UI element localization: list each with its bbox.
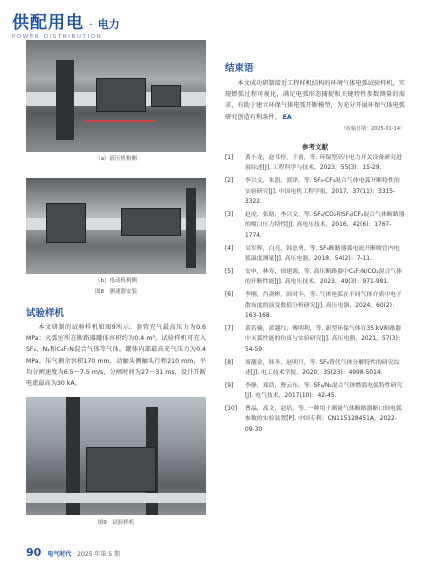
reference-item bbox=[225, 404, 405, 436]
test-prototype-photo bbox=[26, 397, 206, 515]
journal-brand-english: POWER DISTRIBUTION bbox=[12, 34, 103, 40]
page-footer bbox=[26, 546, 120, 559]
end-mark: EA bbox=[282, 113, 292, 121]
journal-header bbox=[12, 8, 120, 40]
reference-item bbox=[225, 244, 405, 265]
conclusion-text: 本文成功研制接近工程样机结构的环境气体电弧试验样机，实现燃弧过程可视化，满足电弧形态捕捉和关键特性参数测量的需求，有助于建立环保气体电弧开断模型，为充分开展环保气体电弧研究创造有利条件。 bbox=[225, 80, 405, 121]
reference-number: [2] bbox=[225, 178, 234, 184]
reference-item bbox=[225, 267, 405, 288]
reference-text: 李刚，肖剑彬，阎对丰，等. 气体电弧在不同气体介质中电子散布度的演变数值分析研究[J]. 高压电器，2024，60(2)：163-168. bbox=[245, 291, 402, 320]
left-column bbox=[26, 40, 206, 526]
reference-text: 曹晶，高文，赵培，等. 一种用于测量气体断路器断口间电弧参数的实验装置[P]. 中国专利：CN115128451A，2022-09-30 bbox=[245, 405, 402, 434]
reference-text: 吴军辉，白亮，韩忠勇，等. SF₆断路器弧电流开断喷管内电弧温度测量[J]. 高压电器，2018，54(2)：7-11. bbox=[245, 245, 400, 263]
reference-item bbox=[225, 290, 405, 322]
reference-item bbox=[225, 324, 405, 356]
reference-text: 赵虎，张晗，李兴文，等. SF₆/CO₂和SF₆/CF₄混合气体断路器的喷口压力特性[J]. 高电压技术，2016，42(6)：1767-1774. bbox=[245, 211, 405, 239]
reference-item bbox=[225, 176, 405, 208]
reference-number: [4] bbox=[225, 245, 234, 252]
reference-text: 黄小龙，赵耳停，王甫，等. 环保型高压电力开关设备研究进展综述[J]. 工程科学与技术，2023，55(3)：15-29. bbox=[245, 154, 402, 172]
brand-separator: · bbox=[89, 18, 93, 31]
reference-number: [3] bbox=[225, 211, 234, 218]
hydraulic-mechanism-photo bbox=[26, 40, 206, 152]
reference-item bbox=[225, 381, 405, 402]
reference-number: [1] bbox=[225, 154, 234, 161]
conclusion-paragraph bbox=[225, 78, 405, 123]
reference-text: 黄若楠，黄越红，傅明利，等. 新型环保气体在35 kV断路器中灭弧性能的仿真与实验研究[J]. 高压电器，2021，57(3)：54-59. bbox=[245, 325, 404, 353]
reference-number: [5] bbox=[225, 268, 234, 275]
prototype-section-title: 试验样机 bbox=[26, 308, 65, 319]
figure-8-caption: 图8 测速器安装 bbox=[95, 289, 137, 295]
page-number: 90 bbox=[26, 546, 42, 559]
right-column bbox=[225, 60, 405, 436]
reference-number: [6] bbox=[225, 291, 234, 298]
reference-number: [7] bbox=[225, 325, 234, 332]
reference-text: 李静，郑浩，曹云东，等. SF₆/N₂混合气体燃弧电弧特性研究[J]. 电气技术，2017(10)：42-45. bbox=[245, 382, 403, 400]
conclusion-title: 结束语 bbox=[225, 63, 254, 74]
received-date: （收稿日期：2025-01-14） bbox=[340, 125, 405, 132]
footer-journal-name: 电气时代 bbox=[47, 551, 72, 558]
section-name: 电力 bbox=[97, 18, 120, 31]
figure-8b-caption: （b）电动机构侧 bbox=[95, 278, 137, 284]
reference-text: 李兴文，朱凯，郭泽，等. SF₆-CF₄混合气体电弧开断特性的实验研究[J]. 中国电机工程学报，2017，37(11)：3315-3322. bbox=[245, 178, 400, 206]
motor-mechanism-photo bbox=[26, 178, 206, 274]
reference-item bbox=[225, 210, 405, 242]
reference-item bbox=[225, 153, 405, 174]
figure-8a-caption: （a）液压机构侧 bbox=[95, 156, 137, 162]
reference-number: [10] bbox=[225, 405, 238, 412]
figure-9-caption: 图9 试验样机 bbox=[97, 520, 135, 527]
prototype-paragraph: 本文研制的试验样机如图9所示。套管充气最高压力为0.6 MPa；灭弧室所在断路器罐体容积约为0.4 m³。试验样机可充入SF₆、N₂和C₄F₇N混合气体等气体。罐体内部最高充气压力为0.4 MPa。压气剩余容积170 mm，动触头侧触头行程210 mm，平均分闸速度为6.5～7.5 m/s，分闸时间为27～31 ms，设计开断电流最高为30 kA。 bbox=[26, 324, 206, 388]
reference-text: 安申，林寿，徐建源，等. 高压断路器中C₄F₇N/CO₂混合气体的开断性能[J]. 高电压技术，2023，49(3)：971-981. bbox=[245, 268, 403, 286]
reference-item bbox=[225, 358, 405, 379]
references-title: 参考文献 bbox=[302, 142, 328, 151]
reference-text: 周靓金，韩冬，赵明月，等. SF₆替代气体分解特性的研究综述[J]. 电工技术学报，2020，35(23)：4998-5014. bbox=[245, 359, 400, 377]
footer-issue: · 2025 年第 5 期 bbox=[73, 551, 120, 558]
reference-number: [8] bbox=[225, 359, 234, 366]
reference-number: [9] bbox=[225, 382, 234, 389]
journal-brand: 供配用电 bbox=[12, 13, 84, 33]
reference-list bbox=[225, 153, 405, 436]
